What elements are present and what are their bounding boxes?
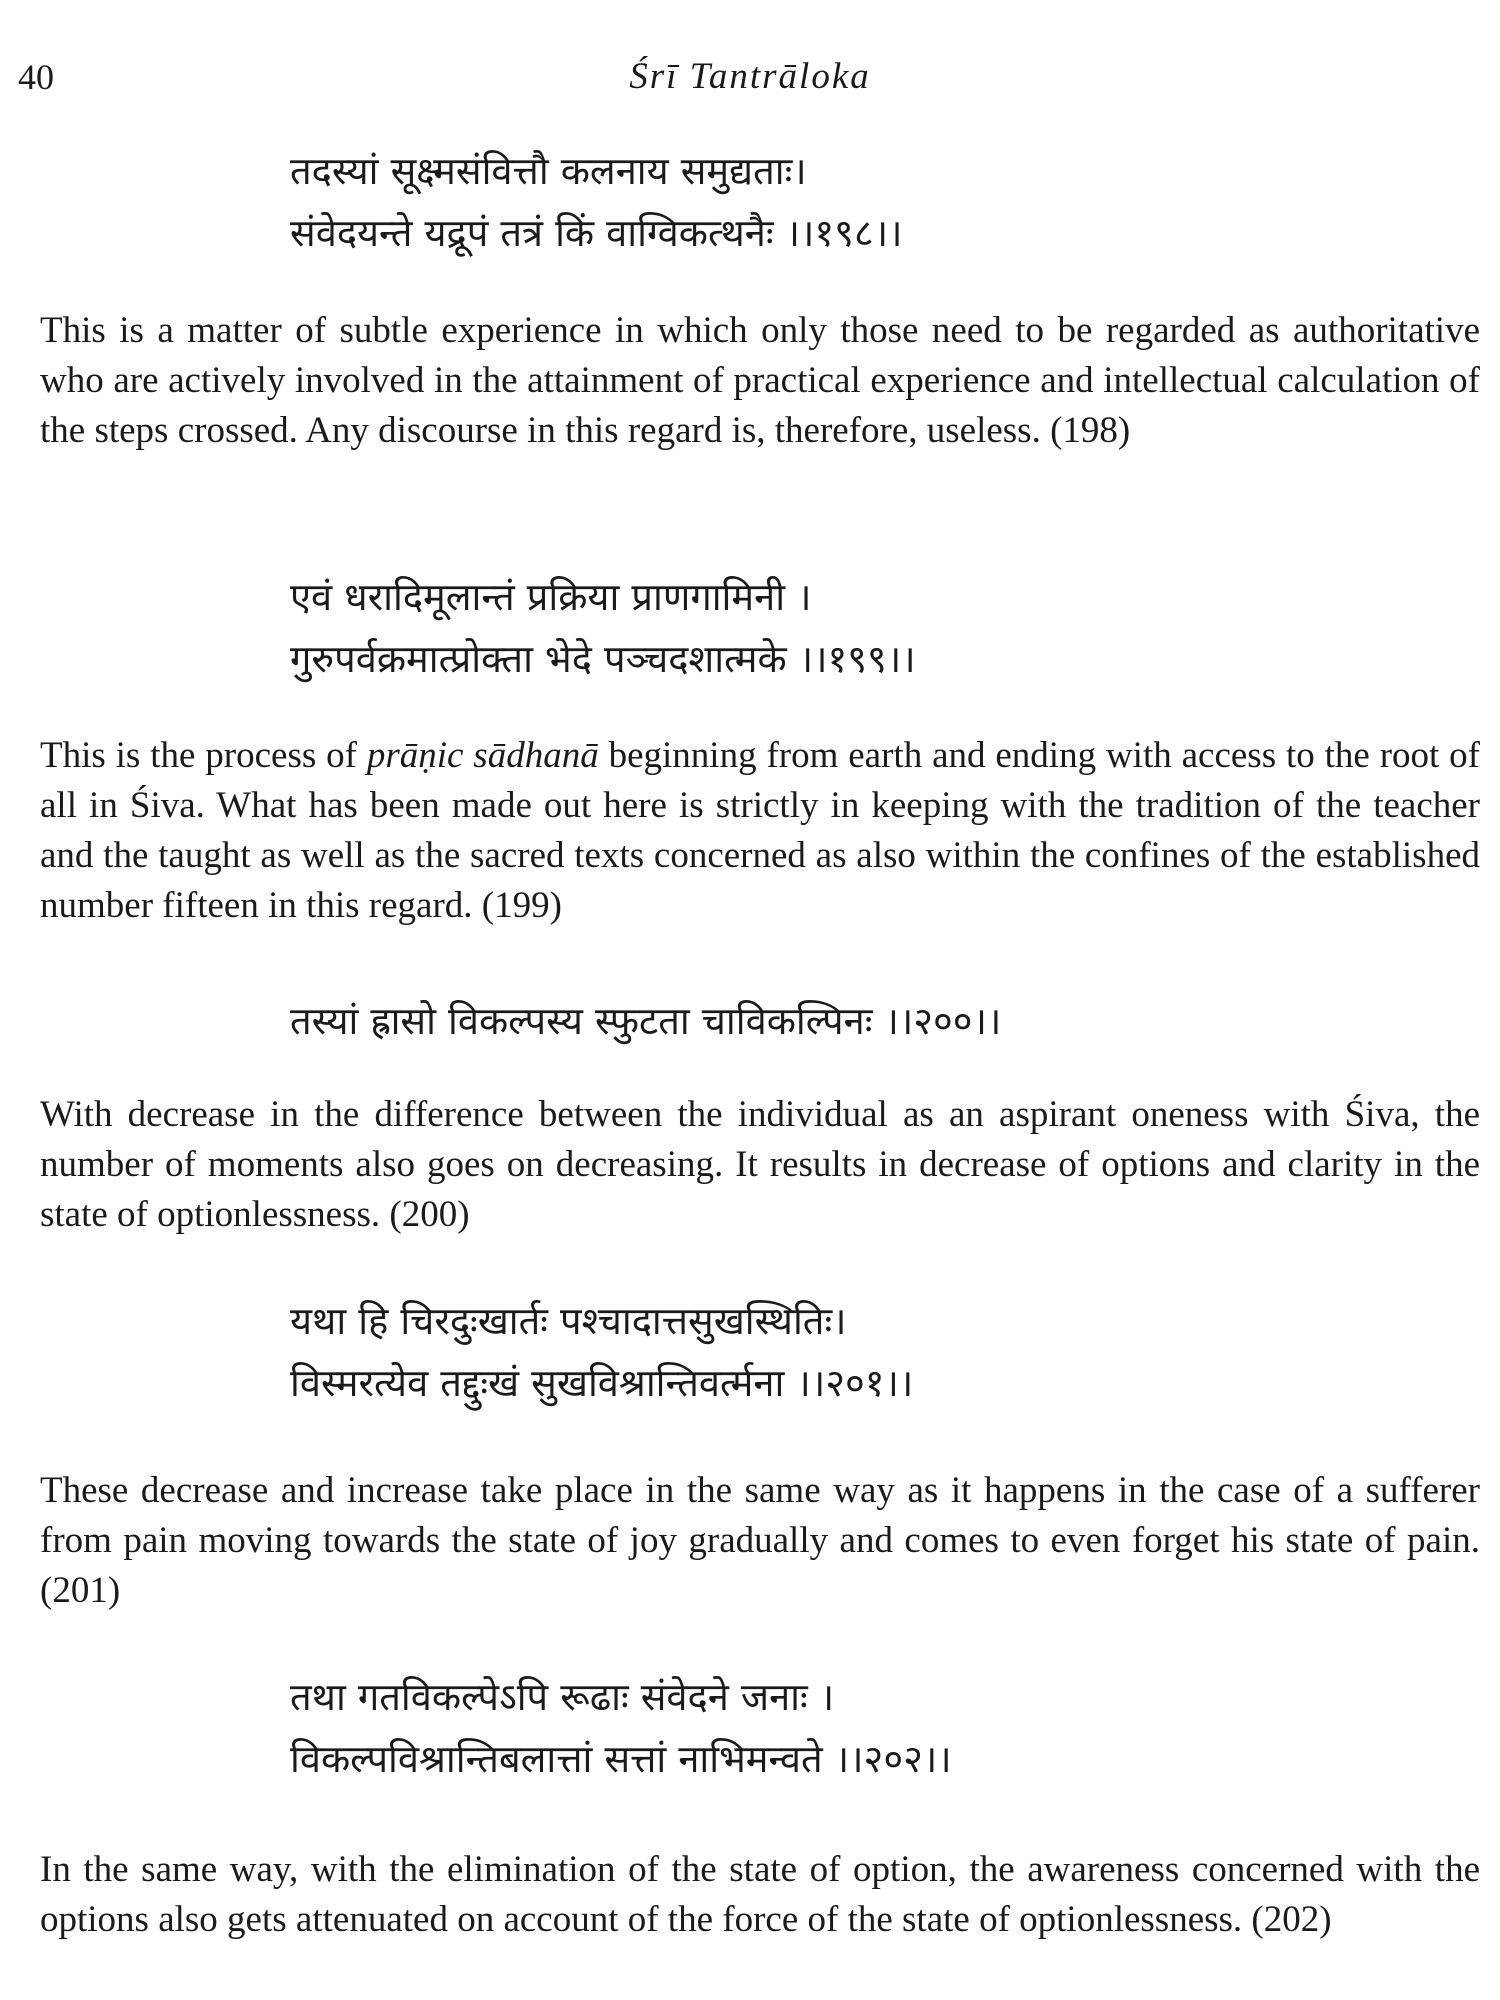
verse-line: तथा गतविकल्पेऽपि रूढाः संवेदने जनाः । bbox=[290, 1675, 835, 1719]
verse-line: विस्मरत्येव तद्दुःखं सुखविश्रान्तिवर्त्मना ।।२०१।। bbox=[290, 1361, 914, 1405]
italic-term: prāṇic sādhanā bbox=[366, 735, 599, 776]
verse-line: यथा हि चिरदुःखार्तः पश्चादात्तसुखस्थितिः। bbox=[290, 1299, 847, 1343]
verse-201 bbox=[290, 1290, 1440, 1414]
verse-202 bbox=[290, 1666, 1440, 1790]
translation-text: This is the process of bbox=[40, 735, 367, 776]
translation-200: With decrease in the difference between the individual as an aspirant oneness with Śiva, the number of moments also goes on decreasing. It results in decrease of options and clarity in the state of optionlessness. (200) bbox=[40, 1094, 1480, 1235]
verse-199 bbox=[290, 566, 1440, 690]
verse-line: तस्यां ह्रासो विकल्पस्य स्फुटता चाविकल्पिनः ।।२००।। bbox=[290, 999, 1002, 1043]
translation-202: In the same way, with the elimination of the state of option, the awareness concerned with the options also gets attenuated on account of the force of the state of optionlessness. (202) bbox=[40, 1849, 1480, 1940]
running-title: Śrī Tantrāloka bbox=[629, 56, 871, 97]
verse-200 bbox=[290, 990, 1440, 1052]
verse-line: तदस्यां सूक्ष्मसंवित्तौ कलनाय समुद्यताः। bbox=[290, 149, 807, 193]
verse-line: विकल्पविश्रान्तिबलात्तां सत्तां नाभिमन्वते ।।२०२।। bbox=[290, 1737, 952, 1781]
translation-201: These decrease and increase take place in the same way as it happens in the case of a sufferer from pain moving towards the state of joy gradually and comes to even forget his state of pain. (201) bbox=[40, 1470, 1480, 1611]
verse-line: गुरुपर्वक्रमात्प्रोक्ता भेदे पञ्चदशात्मके ।।१९९।। bbox=[290, 637, 916, 681]
translation-text: beginning from earth and ending with access to the root of all in Śiva. What has been made out here is strictly in keeping with the tradition of the teacher and the taught as well as the sacred texts concerned as also within the confines of the established number fifteen in this regard. (199) bbox=[40, 735, 1480, 926]
page-number: 40 bbox=[18, 57, 54, 97]
verse-line: एवं धरादिमूलान्तं प्रक्रिया प्राणगामिनी । bbox=[290, 575, 812, 619]
verse-line: संवेदयन्ते यद्रूपं तत्रं किं वाग्विकत्थनैः ।।१९८।। bbox=[290, 211, 903, 255]
verse-198 bbox=[290, 140, 1440, 264]
translation-198: This is a matter of subtle experience in which only those need to be regarded as authoritative who are actively involved in the attainment of practical experience and intellectual calculation of the steps crossed. Any discourse in this regard is, therefore, useless. (198) bbox=[40, 310, 1480, 451]
translation-199 bbox=[40, 731, 1480, 931]
page-header bbox=[0, 52, 1500, 102]
